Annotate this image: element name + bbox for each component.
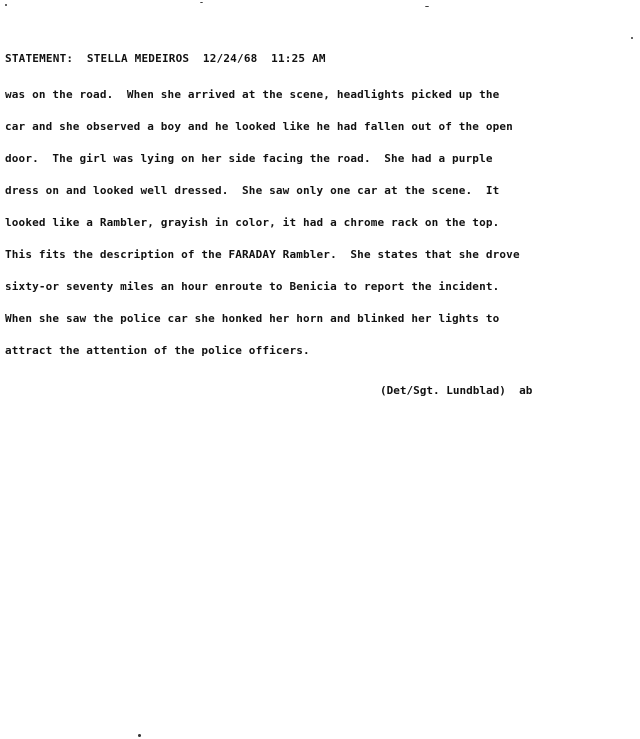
- witness-name: STELLA MEDEIROS: [86, 52, 190, 65]
- heading-label: STATEMENT:: [5, 52, 74, 65]
- body-line-2: car and she observed a boy and he looked like he had fallen out of the open: [5, 120, 513, 133]
- body-line-4: dress on and looked well dressed. She saw only one car at the scene. It: [5, 184, 500, 197]
- scan-speck: [5, 4, 7, 6]
- statement-body: [5, 86, 635, 374]
- statement-date: 12/24/68: [202, 52, 258, 65]
- body-line-1: was on the road. When she arrived at the scene, headlights picked up the: [5, 88, 500, 101]
- body-line-6: This fits the description of the FARADAY Rambler. She states that she drove: [5, 248, 520, 261]
- scan-speck: [425, 6, 429, 7]
- scan-speck: [138, 734, 141, 737]
- body-line-5: looked like a Rambler, grayish in color, it had a chrome rack on the top.: [5, 216, 500, 229]
- statement-heading: [5, 52, 326, 65]
- body-line-3: door. The girl was lying on her side facing the road. She had a purple: [5, 152, 493, 165]
- officer-signature: (Det/Sgt. Lundblad) ab: [380, 384, 533, 397]
- scan-speck: [631, 37, 633, 39]
- scan-speck: [200, 2, 203, 3]
- body-line-8: When she saw the police car she honked her horn and blinked her lights to: [5, 312, 500, 325]
- body-line-9: attract the attention of the police officers.: [5, 344, 310, 357]
- body-line-7: sixty-or seventy miles an hour enroute to Benicia to report the incident.: [5, 280, 500, 293]
- statement-time: 11:25 AM: [271, 52, 326, 65]
